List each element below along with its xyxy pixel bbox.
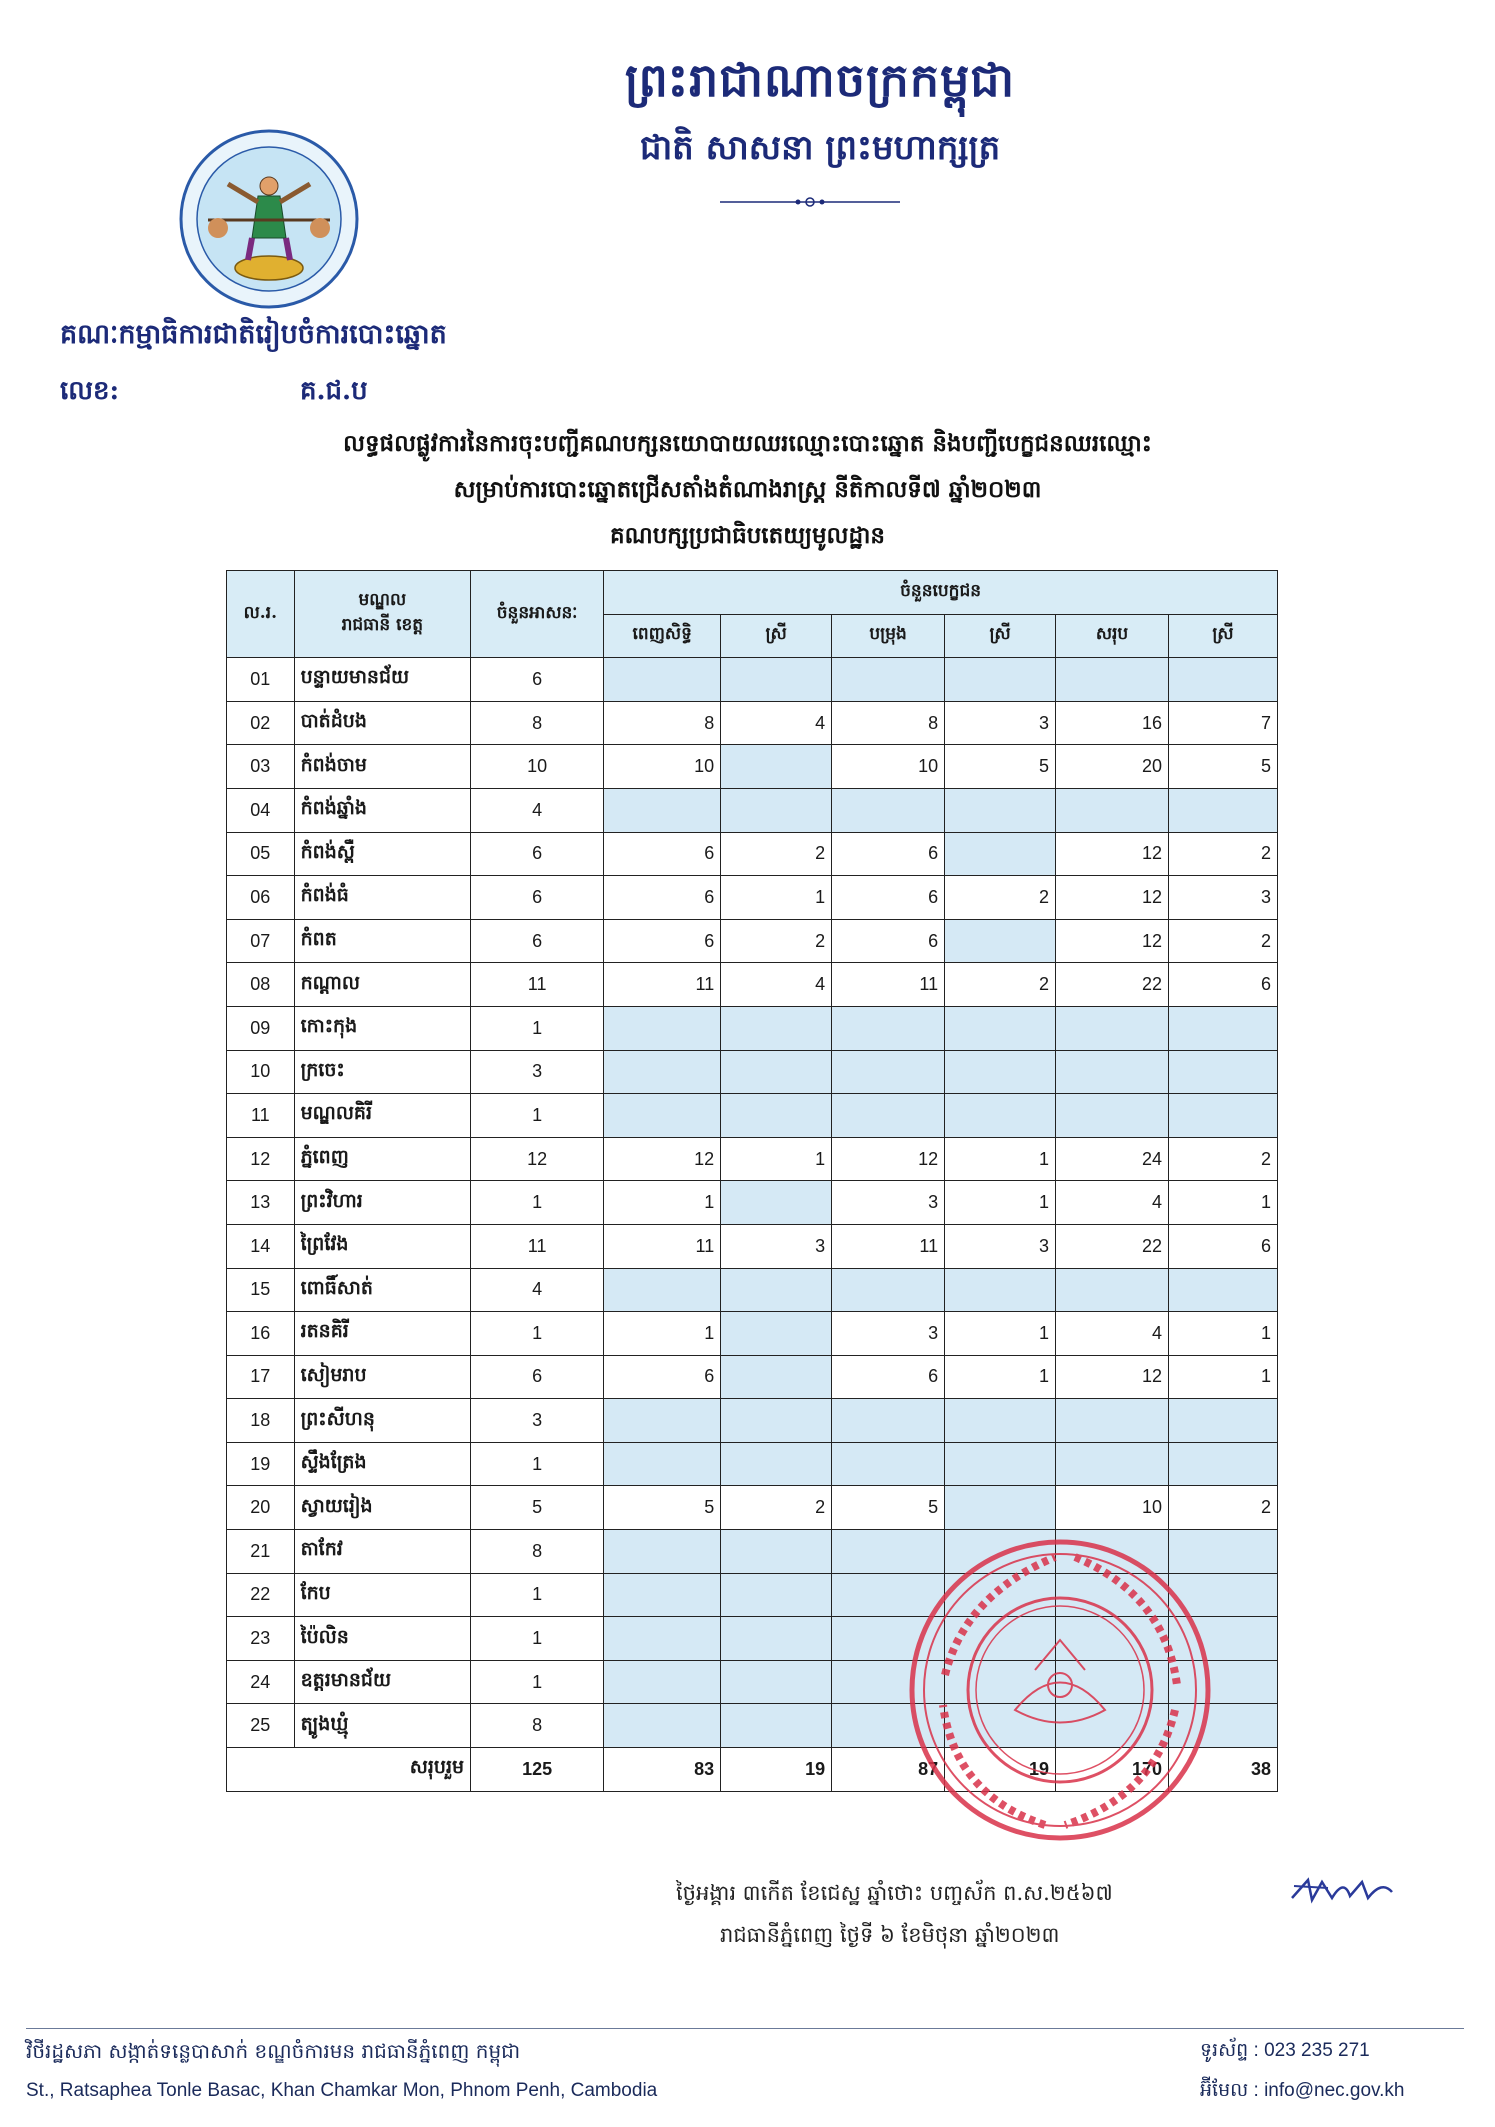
row-number: 11 <box>227 1094 295 1138</box>
row-female-reserve <box>945 1050 1056 1094</box>
row-female-total: 1 <box>1168 1181 1277 1225</box>
row-total: 16 <box>1056 701 1169 745</box>
row-full: 11 <box>604 1224 721 1268</box>
row-number: 24 <box>227 1660 295 1704</box>
row-female-reserve: 1 <box>945 1355 1056 1399</box>
row-female-total <box>1168 1268 1277 1312</box>
row-female-reserve: 1 <box>945 1137 1056 1181</box>
row-total <box>1056 1094 1169 1138</box>
row-seats: 6 <box>471 1355 604 1399</box>
row-reserve <box>832 1399 945 1443</box>
row-full: 1 <box>604 1312 721 1356</box>
row-constituency: ពោធិ៍សាត់ <box>294 1268 471 1312</box>
row-female-full <box>721 1704 832 1748</box>
row-full <box>604 1573 721 1617</box>
row-constituency: កំពង់ឆ្នាំង <box>294 788 471 832</box>
table-row <box>227 658 1278 702</box>
decorative-divider <box>720 196 900 208</box>
row-female-full: 4 <box>721 963 832 1007</box>
table-row <box>227 745 1278 789</box>
row-total: 12 <box>1056 876 1169 920</box>
row-full: 6 <box>604 1355 721 1399</box>
totals-reserve: 87 <box>832 1748 945 1792</box>
table-row <box>227 1050 1278 1094</box>
row-female-total: 6 <box>1168 963 1277 1007</box>
totals-seats: 125 <box>471 1748 604 1792</box>
row-number: 16 <box>227 1312 295 1356</box>
row-constituency: កណ្ដាល <box>294 963 471 1007</box>
row-total: 10 <box>1056 1486 1169 1530</box>
row-female-reserve <box>945 1442 1056 1486</box>
row-female-reserve: 2 <box>945 963 1056 1007</box>
row-constituency: ភ្នំពេញ <box>294 1137 471 1181</box>
row-number: 05 <box>227 832 295 876</box>
row-constituency: កោះកុង <box>294 1006 471 1050</box>
row-female-full: 2 <box>721 919 832 963</box>
header-no: ល.រ. <box>227 571 295 658</box>
totals-female-full: 19 <box>721 1748 832 1792</box>
row-female-total: 1 <box>1168 1312 1277 1356</box>
row-female-full: 4 <box>721 701 832 745</box>
row-reserve: 11 <box>832 1224 945 1268</box>
row-seats: 8 <box>471 1530 604 1574</box>
row-total: 22 <box>1056 963 1169 1007</box>
row-reserve <box>832 1050 945 1094</box>
table-row <box>227 1006 1278 1050</box>
row-constituency: បាត់ដំបង <box>294 701 471 745</box>
footer-email[interactable]: អ៊ីមែល : info@nec.gov.kh <box>1200 2080 1405 2101</box>
row-female-full <box>721 1573 832 1617</box>
row-constituency: ស្វាយរៀង <box>294 1486 471 1530</box>
totals-female-total: 38 <box>1168 1748 1277 1792</box>
row-reserve: 6 <box>832 1355 945 1399</box>
footer-divider <box>26 2028 1464 2029</box>
row-full <box>604 1399 721 1443</box>
row-female-full <box>721 788 832 832</box>
row-reserve <box>832 1006 945 1050</box>
row-seats: 11 <box>471 1224 604 1268</box>
row-female-reserve <box>945 1268 1056 1312</box>
row-full: 12 <box>604 1137 721 1181</box>
committee-name: គណៈកម្មាធិការជាតិរៀបចំការបោះឆ្នោត <box>60 319 447 350</box>
row-female-reserve <box>945 832 1056 876</box>
row-constituency: រតនគិរី <box>294 1312 471 1356</box>
row-reserve <box>832 1094 945 1138</box>
table-row <box>227 1094 1278 1138</box>
row-number: 10 <box>227 1050 295 1094</box>
row-constituency: កំពង់ស្ពឺ <box>294 832 471 876</box>
row-reserve <box>832 658 945 702</box>
row-full <box>604 788 721 832</box>
header-candidates: ចំនួនបេក្ខជន <box>604 571 1278 615</box>
row-female-full <box>721 1530 832 1574</box>
row-female-reserve: 3 <box>945 701 1056 745</box>
table-row <box>227 1355 1278 1399</box>
row-constituency: កំពង់ធំ <box>294 876 471 920</box>
row-reserve: 6 <box>832 832 945 876</box>
row-seats: 1 <box>471 1573 604 1617</box>
row-constituency: កំពង់ចាម <box>294 745 471 789</box>
row-total <box>1056 658 1169 702</box>
row-full: 1 <box>604 1181 721 1225</box>
table-row <box>227 1399 1278 1443</box>
row-full: 6 <box>604 919 721 963</box>
row-number: 20 <box>227 1486 295 1530</box>
row-number: 07 <box>227 919 295 963</box>
table-row <box>227 876 1278 920</box>
row-female-total <box>1168 1050 1277 1094</box>
row-reserve: 6 <box>832 919 945 963</box>
reference-value: គ.ជ.ប <box>300 376 368 406</box>
header-female-full: ស្រី <box>721 614 832 658</box>
row-female-full <box>721 1094 832 1138</box>
row-reserve: 6 <box>832 876 945 920</box>
row-number: 17 <box>227 1355 295 1399</box>
row-seats: 6 <box>471 658 604 702</box>
row-female-total: 7 <box>1168 701 1277 745</box>
row-seats: 1 <box>471 1660 604 1704</box>
row-female-reserve <box>945 1094 1056 1138</box>
reference-label: លេខ: <box>60 376 120 406</box>
header-total: សរុប <box>1056 614 1169 658</box>
row-number: 21 <box>227 1530 295 1574</box>
row-seats: 11 <box>471 963 604 1007</box>
row-female-reserve <box>945 1486 1056 1530</box>
row-constituency: ព្រះសីហនុ <box>294 1399 471 1443</box>
row-constituency: ក្រចេះ <box>294 1050 471 1094</box>
row-full: 5 <box>604 1486 721 1530</box>
row-female-total <box>1168 658 1277 702</box>
row-constituency: ស្ទឹងត្រែង <box>294 1442 471 1486</box>
row-female-total <box>1168 1006 1277 1050</box>
row-full <box>604 1094 721 1138</box>
row-reserve: 11 <box>832 963 945 1007</box>
footer-address-english: St., Ratsaphea Tonle Basac, Khan Chamkar Mon, Phnom Penh, Cambodia <box>26 2080 658 2101</box>
totals-full: 83 <box>604 1748 721 1792</box>
row-seats: 3 <box>471 1399 604 1443</box>
table-row <box>227 919 1278 963</box>
document-title-line-1: លទ្ធផលផ្លូវការនៃការចុះបញ្ជីគណបក្សនយោបាយឈរឈ្មោះបោះឆ្នោត និងបញ្ជីបេក្ខជនឈរឈ្មោះ <box>343 430 1152 457</box>
row-total <box>1056 1399 1169 1443</box>
row-female-reserve: 3 <box>945 1224 1056 1268</box>
row-seats: 6 <box>471 832 604 876</box>
row-total: 20 <box>1056 745 1169 789</box>
row-constituency: ព្រៃវែង <box>294 1224 471 1268</box>
table-row <box>227 1181 1278 1225</box>
row-seats: 6 <box>471 876 604 920</box>
row-number: 03 <box>227 745 295 789</box>
row-seats: 1 <box>471 1006 604 1050</box>
party-name: គណបក្សប្រជាធិបតេយ្យមូលដ្ឋាន <box>610 522 885 549</box>
row-total: 22 <box>1056 1224 1169 1268</box>
row-number: 13 <box>227 1181 295 1225</box>
row-female-reserve <box>945 788 1056 832</box>
row-seats: 8 <box>471 701 604 745</box>
row-female-full <box>721 1442 832 1486</box>
header-full: ពេញសិទ្ធិ <box>604 614 721 658</box>
row-female-full <box>721 1006 832 1050</box>
row-female-total <box>1168 1442 1277 1486</box>
official-seal-stamp <box>905 1535 1215 1845</box>
header-seats: ចំនួនអាសនៈ <box>471 571 604 658</box>
row-full: 8 <box>604 701 721 745</box>
lunar-date: ថ្ងៃអង្គារ ៣កើត ខែជេស្ឋ ឆ្នាំថោះ បញ្ចស័ក ព.ស.២៥៦៧ <box>676 1881 1113 1905</box>
row-constituency: កំពត <box>294 919 471 963</box>
row-number: 14 <box>227 1224 295 1268</box>
row-seats: 3 <box>471 1050 604 1094</box>
row-constituency: មណ្ឌលគិរី <box>294 1094 471 1138</box>
table-row <box>227 1268 1278 1312</box>
row-female-full <box>721 658 832 702</box>
row-reserve: 12 <box>832 1137 945 1181</box>
nec-emblem-logo <box>178 128 360 310</box>
row-female-reserve: 1 <box>945 1181 1056 1225</box>
row-number: 23 <box>227 1617 295 1661</box>
row-seats: 12 <box>471 1137 604 1181</box>
row-female-full <box>721 1355 832 1399</box>
row-female-full <box>721 1050 832 1094</box>
row-female-total: 5 <box>1168 745 1277 789</box>
row-female-total: 6 <box>1168 1224 1277 1268</box>
row-number: 09 <box>227 1006 295 1050</box>
row-female-full <box>721 1399 832 1443</box>
row-female-total <box>1168 788 1277 832</box>
header-reserve: បម្រុង <box>832 614 945 658</box>
row-female-total: 2 <box>1168 832 1277 876</box>
row-number: 04 <box>227 788 295 832</box>
row-full <box>604 1617 721 1661</box>
row-full: 10 <box>604 745 721 789</box>
row-full <box>604 1268 721 1312</box>
row-total <box>1056 1268 1169 1312</box>
row-seats: 8 <box>471 1704 604 1748</box>
row-seats: 1 <box>471 1094 604 1138</box>
row-number: 25 <box>227 1704 295 1748</box>
row-reserve <box>832 1268 945 1312</box>
row-constituency: កែប <box>294 1573 471 1617</box>
row-number: 02 <box>227 701 295 745</box>
row-female-reserve: 2 <box>945 876 1056 920</box>
row-number: 19 <box>227 1442 295 1486</box>
row-reserve <box>832 1442 945 1486</box>
row-seats: 1 <box>471 1442 604 1486</box>
row-female-full <box>721 1268 832 1312</box>
row-seats: 5 <box>471 1486 604 1530</box>
table-row <box>227 963 1278 1007</box>
row-reserve: 3 <box>832 1181 945 1225</box>
solar-date: រាជធានីភ្នំពេញ ថ្ងៃទី ៦ ខែមិថុនា ឆ្នាំ២០២៣ <box>720 1923 1060 1947</box>
row-full <box>604 1704 721 1748</box>
footer-telephone: ទូរស័ព្ទ : 023 235 271 <box>1200 2040 1370 2061</box>
header-constituency <box>294 571 471 658</box>
row-female-total <box>1168 1094 1277 1138</box>
row-female-reserve <box>945 919 1056 963</box>
row-constituency: ឧត្ដរមានជ័យ <box>294 1660 471 1704</box>
row-total <box>1056 1442 1169 1486</box>
row-constituency: ត្បូងឃ្មុំ <box>294 1704 471 1748</box>
footer-address-khmer: វិថីរដ្ឋសភា សង្កាត់ទន្លេបាសាក់ ខណ្ឌចំការមន រាជធានីភ្នំពេញ កម្ពុជា <box>26 2039 521 2063</box>
row-female-full: 2 <box>721 832 832 876</box>
row-seats: 4 <box>471 788 604 832</box>
row-number: 12 <box>227 1137 295 1181</box>
row-reserve: 8 <box>832 701 945 745</box>
row-number: 01 <box>227 658 295 702</box>
row-total: 12 <box>1056 1355 1169 1399</box>
totals-total: 170 <box>1056 1748 1169 1792</box>
row-number: 18 <box>227 1399 295 1443</box>
table-row <box>227 1312 1278 1356</box>
row-reserve: 10 <box>832 745 945 789</box>
row-full <box>604 1006 721 1050</box>
table-row <box>227 1442 1278 1486</box>
row-total <box>1056 788 1169 832</box>
row-full <box>604 1050 721 1094</box>
row-seats: 4 <box>471 1268 604 1312</box>
row-seats: 10 <box>471 745 604 789</box>
row-full <box>604 1530 721 1574</box>
kingdom-heading: ព្រះរាជាណាចក្រកម្ពុជា <box>624 53 1016 107</box>
table-row <box>227 701 1278 745</box>
row-female-total: 3 <box>1168 876 1277 920</box>
header-female-total: ស្រី <box>1168 614 1277 658</box>
row-seats: 6 <box>471 919 604 963</box>
row-constituency: ប៉ៃលិន <box>294 1617 471 1661</box>
row-seats: 1 <box>471 1617 604 1661</box>
table-row <box>227 832 1278 876</box>
document-title-line-2: សម្រាប់ការបោះឆ្នោតជ្រើសតាំងតំណាងរាស្ត្រ នីតិកាលទី៧ ឆ្នាំ២០២៣ <box>453 476 1042 503</box>
row-female-reserve: 1 <box>945 1312 1056 1356</box>
row-full: 11 <box>604 963 721 1007</box>
totals-female-reserve: 19 <box>945 1748 1056 1792</box>
row-female-full <box>721 1660 832 1704</box>
row-female-reserve <box>945 1006 1056 1050</box>
row-full <box>604 1660 721 1704</box>
row-female-total <box>1168 1399 1277 1443</box>
row-female-reserve <box>945 1399 1056 1443</box>
row-female-full: 1 <box>721 876 832 920</box>
signature-initials <box>1288 1872 1398 1908</box>
row-total: 24 <box>1056 1137 1169 1181</box>
row-full: 6 <box>604 832 721 876</box>
national-motto: ជាតិ សាសនា ព្រះមហាក្សត្រ <box>639 128 1001 168</box>
row-total: 4 <box>1056 1312 1169 1356</box>
row-female-reserve <box>945 658 1056 702</box>
row-female-full: 3 <box>721 1224 832 1268</box>
row-number: 08 <box>227 963 295 1007</box>
row-reserve <box>832 788 945 832</box>
row-number: 06 <box>227 876 295 920</box>
row-reserve: 3 <box>832 1312 945 1356</box>
row-female-full <box>721 745 832 789</box>
header-female-reserve: ស្រី <box>945 614 1056 658</box>
row-constituency: តាកែវ <box>294 1530 471 1574</box>
row-total: 12 <box>1056 919 1169 963</box>
row-female-total: 2 <box>1168 1137 1277 1181</box>
row-seats: 1 <box>471 1312 604 1356</box>
row-total <box>1056 1006 1169 1050</box>
row-number: 22 <box>227 1573 295 1617</box>
row-full <box>604 658 721 702</box>
row-full <box>604 1442 721 1486</box>
row-constituency: ព្រះវិហារ <box>294 1181 471 1225</box>
row-female-full <box>721 1312 832 1356</box>
row-total: 4 <box>1056 1181 1169 1225</box>
row-female-total: 2 <box>1168 1486 1277 1530</box>
header-constituency-line-2: រាជធានី ខេត្ត <box>341 615 424 636</box>
totals-label: សរុបរួម <box>227 1748 471 1792</box>
row-female-total: 2 <box>1168 919 1277 963</box>
row-number: 15 <box>227 1268 295 1312</box>
row-female-full <box>721 1617 832 1661</box>
table-row <box>227 788 1278 832</box>
row-constituency: បន្ទាយមានជ័យ <box>294 658 471 702</box>
row-total <box>1056 1050 1169 1094</box>
header-constituency-line-1: មណ្ឌល <box>358 590 407 611</box>
table-row <box>227 1224 1278 1268</box>
row-constituency: សៀមរាប <box>294 1355 471 1399</box>
row-female-full <box>721 1181 832 1225</box>
row-female-total: 1 <box>1168 1355 1277 1399</box>
row-reserve: 5 <box>832 1486 945 1530</box>
row-female-full: 1 <box>721 1137 832 1181</box>
row-full: 6 <box>604 876 721 920</box>
table-row <box>227 1486 1278 1530</box>
row-total: 12 <box>1056 832 1169 876</box>
table-row <box>227 1137 1278 1181</box>
row-seats: 1 <box>471 1181 604 1225</box>
row-female-full: 2 <box>721 1486 832 1530</box>
row-female-reserve: 5 <box>945 745 1056 789</box>
